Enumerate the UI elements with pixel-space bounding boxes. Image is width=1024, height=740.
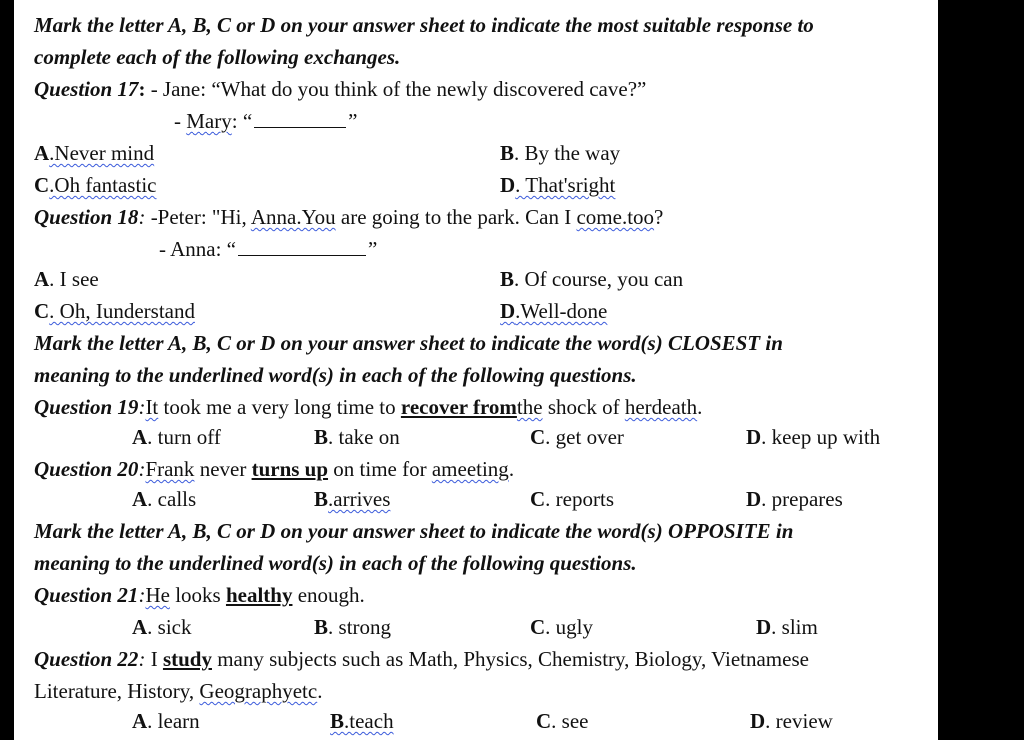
q22-option-a: A. learn — [132, 709, 200, 733]
q22-option-c: C. see — [536, 709, 589, 733]
q21-option-d: D. slim — [756, 615, 818, 639]
q17-option-b: B. By the way — [500, 141, 621, 165]
q17-option-d: D. That'sright — [500, 173, 616, 197]
q18-option-c: C. Oh, Iunderstand — [34, 299, 195, 323]
instruction-opposite-line1: Mark the letter A, B, C or D on your answer sheet to indicate the word(s) OPPOSITE in — [34, 519, 794, 543]
underlined-key-word: study — [162, 647, 212, 671]
question-18-reply: - Anna: “ ” — [159, 237, 378, 261]
q19-option-c: C. get over — [530, 425, 624, 449]
question-22-stem: Question 22: I study many subjects such as Math, Physics, Chemistry, Biology, Vietnamese — [34, 647, 809, 671]
question-21-stem: Question 21:He looks healthy enough. — [34, 583, 365, 607]
question-18-label: Question 18 — [34, 205, 139, 229]
q20-option-a: A. calls — [132, 487, 197, 511]
instruction-closest-line2: meaning to the underlined word(s) in each of the following questions. — [34, 363, 637, 387]
instruction-conversation-line1: Mark the letter A, B, C or D on your answer sheet to indicate the most suitable response to — [34, 13, 814, 37]
q19-option-a: A. turn off — [132, 425, 221, 449]
left-dark-edge — [0, 0, 14, 740]
q18-option-b: B. Of course, you can — [500, 267, 684, 291]
q20-option-d: D. prepares — [746, 487, 843, 511]
right-dark-edge — [938, 0, 1024, 740]
q22-option-d: D. review — [750, 709, 833, 733]
question-17-stem: Question 17: - Jane: “What do you think of the newly discovered cave?” — [34, 77, 647, 101]
question-21-label: Question 21 — [34, 583, 139, 607]
q21-option-b: B. strong — [314, 615, 392, 639]
instruction-closest-line1: Mark the letter A, B, C or D on your answer sheet to indicate the word(s) CLOSEST in — [34, 331, 783, 355]
q21-option-c: C. ugly — [530, 615, 594, 639]
underlined-key-word: healthy — [225, 583, 293, 607]
question-22-label: Question 22 — [34, 647, 139, 671]
q17-option-c: C.Oh fantastic — [34, 173, 157, 197]
question-17-label: Question 17 — [34, 77, 139, 101]
answer-blank — [254, 111, 346, 128]
instruction-opposite-line2: meaning to the underlined word(s) in each of the following questions. — [34, 551, 637, 575]
question-20-stem: Question 20:Frank never turns up on time for ameeting. — [34, 457, 515, 481]
question-22-stem-line2: Literature, History, Geographyetc. — [34, 679, 323, 703]
q20-option-c: C. reports — [530, 487, 614, 511]
q21-option-a: A. sick — [132, 615, 192, 639]
q20-option-b: B.arrives — [314, 487, 391, 511]
q19-option-d: D. keep up with — [746, 425, 881, 449]
worksheet-page — [14, 0, 938, 740]
q17-option-a: A.Never mind — [34, 141, 155, 165]
q22-option-b: B.teach — [330, 709, 394, 733]
underlined-key-phrase: turns up — [251, 457, 329, 481]
q19-option-b: B. take on — [314, 425, 400, 449]
question-20-label: Question 20 — [34, 457, 139, 481]
question-18-stem: Question 18: -Peter: "Hi, Anna.You are going to the park. Can I come.too? — [34, 205, 664, 229]
instruction-conversation-line2: complete each of the following exchanges. — [34, 45, 401, 69]
answer-blank — [238, 239, 366, 256]
q18-option-d: D.Well-done — [500, 299, 608, 323]
q18-option-a: A. I see — [34, 267, 99, 291]
question-17-reply: - Mary: “ ” — [174, 109, 358, 133]
underlined-key-phrase: recover from — [400, 395, 517, 419]
question-19-label: Question 19 — [34, 395, 139, 419]
question-19-stem: Question 19:It took me a very long time to recover fromthe shock of herdeath. — [34, 395, 703, 419]
